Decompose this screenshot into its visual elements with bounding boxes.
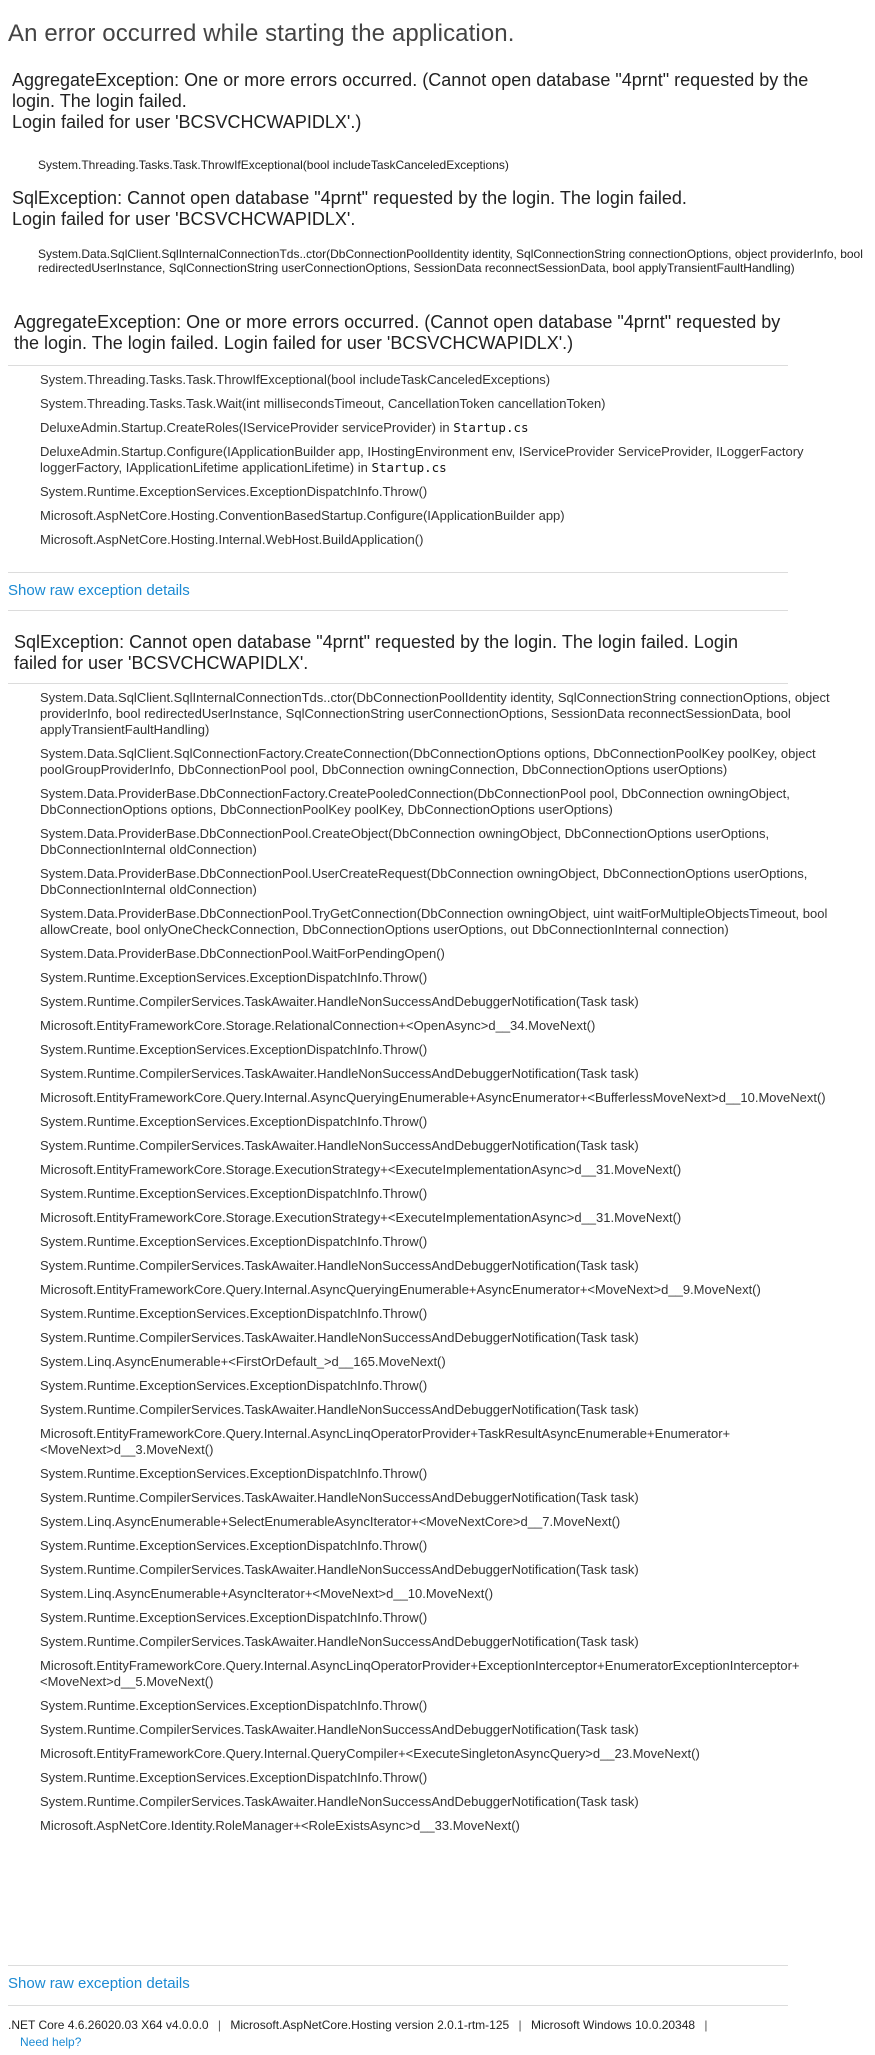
stack-frame (40, 1514, 870, 1530)
exception-2-stack (40, 690, 870, 1842)
stack-frame-method: System.Runtime.CompilerServices.TaskAwaiter.HandleNonSuccessAndDebuggerNotification(Task task) (40, 1138, 639, 1153)
stack-frame (40, 1426, 870, 1458)
stack-frame-method: Microsoft.AspNetCore.Hosting.Internal.WebHost.BuildApplication() (40, 532, 424, 547)
stack-frame-method: System.Runtime.CompilerServices.TaskAwaiter.HandleNonSuccessAndDebuggerNotification(Task task) (40, 1330, 639, 1345)
summary-message-1: AggregateException: One or more errors occurred. (Cannot open database "4prnt" requested by the login. The login failed. Login failed for user 'BCSVCHCWAPIDLX'.) (12, 70, 809, 132)
stack-frame-method: Microsoft.EntityFrameworkCore.Query.Internal.AsyncLinqOperatorProvider+TaskResultAsyncEnumerable+Enumerator+<MoveNext>d__3.MoveNext() (40, 1426, 731, 1457)
exception-message-2: SqlException: Cannot open database "4prnt" requested by the login. The login failed. Login failed for user 'BCSVCHCWAPIDLX'. (14, 632, 738, 673)
stack-frame-file: Startup.cs (453, 420, 529, 435)
stack-frame-method: System.Linq.AsyncEnumerable+SelectEnumerableAsyncIterator+<MoveNextCore>d__7.MoveNext() (40, 1514, 621, 1529)
stack-frame-method: Microsoft.EntityFrameworkCore.Storage.RelationalConnection+<OpenAsync>d__34.MoveNext() (40, 1018, 596, 1033)
stack-frame-method: System.Data.SqlClient.SqlInternalConnectionTds..ctor(DbConnectionPoolIdentity identity, SqlConnectionString connectionOptions, object providerInfo, bool redirectedUserInstance, SqlConnectionString userConnectionOptions, SessionData reconnectSessionData, bool applyTransientFaultHandling) (40, 690, 830, 737)
stack-frame (40, 1538, 870, 1554)
stack-frame (40, 1090, 870, 1106)
stack-frame (40, 1466, 870, 1482)
stack-frame-method: System.Threading.Tasks.Task.ThrowIfExceptional(bool includeTaskCanceledExceptions) (40, 372, 551, 387)
need-help-link[interactable]: Need help? (20, 2035, 82, 2049)
stack-frame (40, 1162, 870, 1178)
stack-frame (40, 1402, 870, 1418)
stack-frame-method: Microsoft.EntityFrameworkCore.Query.Internal.QueryCompiler+<ExecuteSingletonAsyncQuery>d__23.MoveNext() (40, 1746, 700, 1761)
stack-frame (40, 1114, 870, 1130)
footer-separator-1: | (217, 2018, 222, 2032)
os-version: Microsoft Windows 10.0.20348 (530, 2018, 696, 2032)
stack-frame (40, 970, 870, 986)
stack-frame-method: System.Runtime.ExceptionServices.ExceptionDispatchInfo.Throw() (40, 1378, 428, 1393)
stack-frame (40, 1722, 870, 1738)
stack-frame (40, 1490, 870, 1506)
stack-frame-method: Microsoft.EntityFrameworkCore.Query.Internal.AsyncQueryingEnumerable+AsyncEnumerator+<MoveNext>d__9.MoveNext() (40, 1282, 761, 1297)
summary-frame-1: System.Threading.Tasks.Task.ThrowIfExceptional(bool includeTaskCanceledExceptions) (38, 158, 509, 172)
stack-frame-method: System.Runtime.ExceptionServices.ExceptionDispatchInfo.Throw() (40, 1114, 428, 1129)
stack-frame-method: System.Runtime.ExceptionServices.ExceptionDispatchInfo.Throw() (40, 1466, 428, 1481)
stack-frame (40, 1306, 870, 1322)
stack-frame (40, 866, 870, 898)
page-title: An error occurred while starting the application. (8, 20, 515, 47)
stack-frame-method: System.Runtime.CompilerServices.TaskAwaiter.HandleNonSuccessAndDebuggerNotification(Task task) (40, 994, 639, 1009)
stack-frame (40, 484, 870, 500)
stack-frame-method: System.Runtime.CompilerServices.TaskAwaiter.HandleNonSuccessAndDebuggerNotification(Task task) (40, 1490, 639, 1505)
stack-frame (40, 1818, 870, 1834)
stack-frame-method: System.Data.ProviderBase.DbConnectionPool.TryGetConnection(DbConnection owningObject, uint waitForMultipleObjectsTimeout, bool allowCreate, bool onlyOneCheckConnection, DbConnectionOptions userOptions, out DbConnectionInternal connection) (40, 906, 828, 937)
stack-frame-method: Microsoft.AspNetCore.Identity.RoleManager+<RoleExistsAsync>d__33.MoveNext() (40, 1818, 520, 1833)
stack-frame-file: Startup.cs (371, 460, 447, 475)
stack-frame (40, 1282, 870, 1298)
stack-frame (40, 1066, 870, 1082)
stack-frame (40, 994, 870, 1010)
stack-frame (40, 746, 870, 778)
runtime-info (8, 2018, 714, 2032)
stack-frame (40, 946, 870, 962)
exception-2-divider (8, 683, 788, 684)
stack-frame-method: System.Runtime.CompilerServices.TaskAwaiter.HandleNonSuccessAndDebuggerNotification(Task task) (40, 1794, 639, 1809)
hosting-version: Microsoft.AspNetCore.Hosting version 2.0.1-rtm-125 (230, 2018, 510, 2032)
stack-frame (40, 786, 870, 818)
stack-frame-method: System.Runtime.ExceptionServices.ExceptionDispatchInfo.Throw() (40, 970, 428, 985)
stack-frame (40, 1258, 870, 1274)
exception-1-divider (8, 365, 788, 366)
stack-frame-method: DeluxeAdmin.Startup.CreateRoles(IServiceProvider serviceProvider) in (40, 420, 454, 435)
stack-frame (40, 1746, 870, 1762)
stack-frame (40, 690, 870, 738)
stack-frame (40, 420, 870, 436)
stack-frame (40, 1586, 870, 1602)
show-raw-exception-details-link-2[interactable]: Show raw exception details (8, 1975, 190, 1992)
stack-frame-method: System.Runtime.ExceptionServices.ExceptionDispatchInfo.Throw() (40, 1610, 428, 1625)
stack-frame-method: System.Runtime.ExceptionServices.ExceptionDispatchInfo.Throw() (40, 1042, 428, 1057)
stack-frame-method: System.Runtime.CompilerServices.TaskAwaiter.HandleNonSuccessAndDebuggerNotification(Task task) (40, 1066, 639, 1081)
stack-frame-method: System.Data.ProviderBase.DbConnectionPool.CreateObject(DbConnection owningObject, DbConnectionOptions userOptions, DbConnectionInternal oldConnection) (40, 826, 770, 857)
stack-frame-method: System.Runtime.CompilerServices.TaskAwaiter.HandleNonSuccessAndDebuggerNotification(Task task) (40, 1402, 639, 1417)
stack-frame-method: System.Runtime.ExceptionServices.ExceptionDispatchInfo.Throw() (40, 1306, 428, 1321)
stack-frame-method: DeluxeAdmin.Startup.Configure(IApplicationBuilder app, IHostingEnvironment env, IServiceProvider ServiceProvider, ILoggerFactory loggerFactory, IApplicationLifetime applicationLifetime) in (40, 444, 804, 475)
stack-frame (40, 906, 870, 938)
stack-frame-method: System.Runtime.ExceptionServices.ExceptionDispatchInfo.Throw() (40, 1538, 428, 1553)
stack-frame (40, 1378, 870, 1394)
stack-frame (40, 826, 870, 858)
stack-frame (40, 1234, 870, 1250)
footer-separator-2: | (518, 2018, 522, 2032)
stack-frame (40, 1794, 870, 1810)
stack-frame-method: Microsoft.EntityFrameworkCore.Storage.ExecutionStrategy+<ExecuteImplementationAsync>d__31.MoveNext() (40, 1162, 682, 1177)
stack-frame-method: System.Runtime.ExceptionServices.ExceptionDispatchInfo.Throw() (40, 1698, 428, 1713)
stack-frame-method: System.Runtime.ExceptionServices.ExceptionDispatchInfo.Throw() (40, 1770, 428, 1785)
stack-frame-method: System.Linq.AsyncEnumerable+AsyncIterator+<MoveNext>d__10.MoveNext() (40, 1586, 494, 1601)
stack-frame-method: System.Runtime.ExceptionServices.ExceptionDispatchInfo.Throw() (40, 1186, 428, 1201)
stack-frame (40, 1610, 870, 1626)
exception-1-bottom-divider (8, 572, 788, 573)
stack-frame (40, 1330, 870, 1346)
stack-frame-method: Microsoft.EntityFrameworkCore.Storage.ExecutionStrategy+<ExecuteImplementationAsync>d__31.MoveNext() (40, 1210, 682, 1225)
stack-frame-method: System.Linq.AsyncEnumerable+<FirstOrDefault_>d__165.MoveNext() (40, 1354, 446, 1369)
stack-frame-method: System.Runtime.CompilerServices.TaskAwaiter.HandleNonSuccessAndDebuggerNotification(Task task) (40, 1562, 639, 1577)
stack-frame (40, 372, 870, 388)
stack-frame-method: System.Runtime.CompilerServices.TaskAwaiter.HandleNonSuccessAndDebuggerNotification(Task task) (40, 1722, 639, 1737)
footer-separator-3: | (704, 2018, 708, 2032)
summary-message-2: SqlException: Cannot open database "4prnt" requested by the login. The login failed. Login failed for user 'BCSVCHCWAPIDLX'. (12, 188, 687, 229)
footer-divider (8, 2005, 788, 2006)
stack-frame (40, 1138, 870, 1154)
stack-frame-method: System.Data.ProviderBase.DbConnectionPool.WaitForPendingOpen() (40, 946, 445, 961)
stack-frame (40, 1186, 870, 1202)
stack-frame (40, 1562, 870, 1578)
stack-frame (40, 1042, 870, 1058)
stack-frame (40, 444, 870, 476)
stack-frame-method: System.Runtime.ExceptionServices.ExceptionDispatchInfo.Throw() (40, 484, 428, 499)
stack-frame (40, 532, 870, 548)
runtime-version: .NET Core 4.6.26020.03 X64 v4.0.0.0 (8, 2018, 209, 2032)
stack-frame-method: System.Data.ProviderBase.DbConnectionPool.UserCreateRequest(DbConnection owningObject, DbConnectionOptions userOptions, DbConnectionInternal oldConnection) (40, 866, 808, 897)
stack-frame (40, 1770, 870, 1786)
stack-frame (40, 1634, 870, 1650)
stack-frame-method: System.Threading.Tasks.Task.Wait(int millisecondsTimeout, CancellationToken cancellationToken) (40, 396, 606, 411)
exception-message-1: AggregateException: One or more errors occurred. (Cannot open database "4prnt" requested by the login. The login failed. Login failed for user 'BCSVCHCWAPIDLX'.) (14, 312, 781, 353)
stack-frame-method: Microsoft.EntityFrameworkCore.Query.Internal.AsyncLinqOperatorProvider+ExceptionInterceptor+EnumeratorExceptionInterceptor+<MoveNext>d__5.MoveNext() (40, 1658, 800, 1689)
exception-1-stack (40, 372, 870, 556)
stack-frame (40, 1354, 870, 1370)
stack-frame-method: Microsoft.EntityFrameworkCore.Query.Internal.AsyncQueryingEnumerable+AsyncEnumerator+<BufferlessMoveNext>d__10.MoveNext() (40, 1090, 826, 1105)
stack-frame (40, 1210, 870, 1226)
stack-frame-method: System.Data.ProviderBase.DbConnectionFactory.CreatePooledConnection(DbConnectionPool pool, DbConnection owningObject, DbConnectionOptions options, DbConnectionPoolKey poolKey, DbConnectionOptions userOptions) (40, 786, 790, 817)
exception-2-bottom-divider (8, 1965, 788, 1966)
section-divider (8, 610, 788, 611)
stack-frame (40, 1698, 870, 1714)
stack-frame (40, 508, 870, 524)
summary-frame-2: System.Data.SqlClient.SqlInternalConnectionTds..ctor(DbConnectionPoolIdentity identity, SqlConnectionString connectionOptions, object providerInfo, bool redirectedUserInstance, SqlConnectionString userConnectionOptions, SessionData reconnectSessionData, bool applyTransientFaultHandling) (38, 247, 863, 275)
stack-frame-method: Microsoft.AspNetCore.Hosting.ConventionBasedStartup.Configure(IApplicationBuilder app) (40, 508, 565, 523)
stack-frame-method: System.Runtime.CompilerServices.TaskAwaiter.HandleNonSuccessAndDebuggerNotification(Task task) (40, 1258, 639, 1273)
stack-frame (40, 1018, 870, 1034)
stack-frame-method: System.Runtime.ExceptionServices.ExceptionDispatchInfo.Throw() (40, 1234, 428, 1249)
show-raw-exception-details-link-1[interactable]: Show raw exception details (8, 582, 190, 599)
stack-frame-method: System.Data.SqlClient.SqlConnectionFactory.CreateConnection(DbConnectionOptions options, DbConnectionPoolKey poolKey, object poolGroupProviderInfo, DbConnectionPool pool, DbConnection owningConnection, DbConnectionOptions userOptions) (40, 746, 816, 777)
stack-frame (40, 396, 870, 412)
stack-frame (40, 1658, 870, 1690)
stack-frame-method: System.Runtime.CompilerServices.TaskAwaiter.HandleNonSuccessAndDebuggerNotification(Task task) (40, 1634, 639, 1649)
